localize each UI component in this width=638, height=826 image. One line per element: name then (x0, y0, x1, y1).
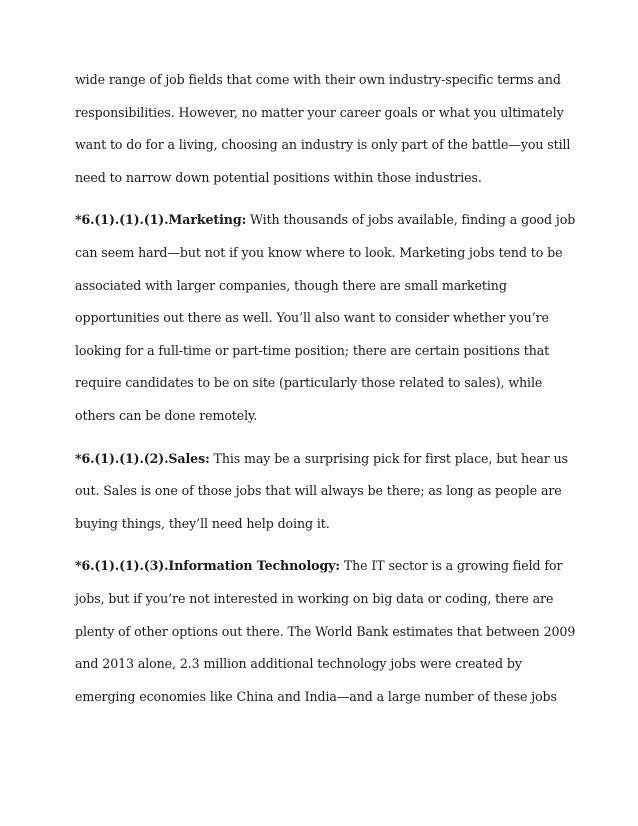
section-heading-information-technology: *6.(1).(1).(3).Information Technology: (75, 558, 340, 574)
text-run: The IT sector is a growing field for (339, 558, 563, 574)
text-line: others can be done remotely. (75, 407, 258, 423)
document-body (75, 64, 575, 723)
text-line: need to narrow down potential positions within those industries. (75, 169, 482, 185)
text-line: jobs, but if you’re not interested in working on big data or coding, there are (75, 590, 554, 606)
text-line: and 2013 alone, 2.3 million additional technology jobs were created by (75, 656, 522, 672)
text-line: looking for a full-time or part-time position; there are certain positions that (75, 342, 550, 358)
text-line: require candidates to be on site (particularly those related to sales), while (75, 375, 543, 391)
text-line: plenty of other options out there. The World Bank estimates that between 2009 (75, 623, 576, 639)
text-run: This may be a surprising pick for first place, but hear us (209, 450, 568, 466)
text-line (75, 550, 575, 583)
text-line: out. Sales is one of those jobs that will always be there; as long as people are (75, 483, 562, 499)
paragraph-sales (75, 443, 575, 541)
section-heading-sales: *6.(1).(1).(2).Sales: (75, 450, 210, 466)
text-line: opportunities out there as well. You’ll also want to consider whether you’re (75, 310, 549, 326)
text-line: wide range of job fields that come with their own industry-specific terms and (75, 72, 561, 87)
text-line (75, 443, 575, 476)
text-line (75, 204, 575, 237)
text-line: associated with larger companies, though there are small marketing (75, 277, 507, 293)
text-line: buying things, they’ll need help doing it. (75, 515, 330, 531)
text-line: can seem hard—but not if you know where to look. Marketing jobs tend to be (75, 244, 563, 260)
paragraph-marketing (75, 204, 575, 432)
text-line: emerging economies like China and India—and a large number of these jobs (75, 688, 557, 704)
paragraph-information-technology (75, 550, 575, 713)
text-run: With thousands of jobs available, finding a good job (246, 212, 576, 228)
paragraph-intro (75, 64, 575, 194)
section-heading-marketing: *6.(1).(1).(1).Marketing: (75, 212, 247, 228)
text-line: responsibilities. However, no matter your career goals or what you ultimately (75, 104, 564, 120)
text-line: want to do for a living, choosing an industry is only part of the battle—you still (75, 137, 571, 153)
